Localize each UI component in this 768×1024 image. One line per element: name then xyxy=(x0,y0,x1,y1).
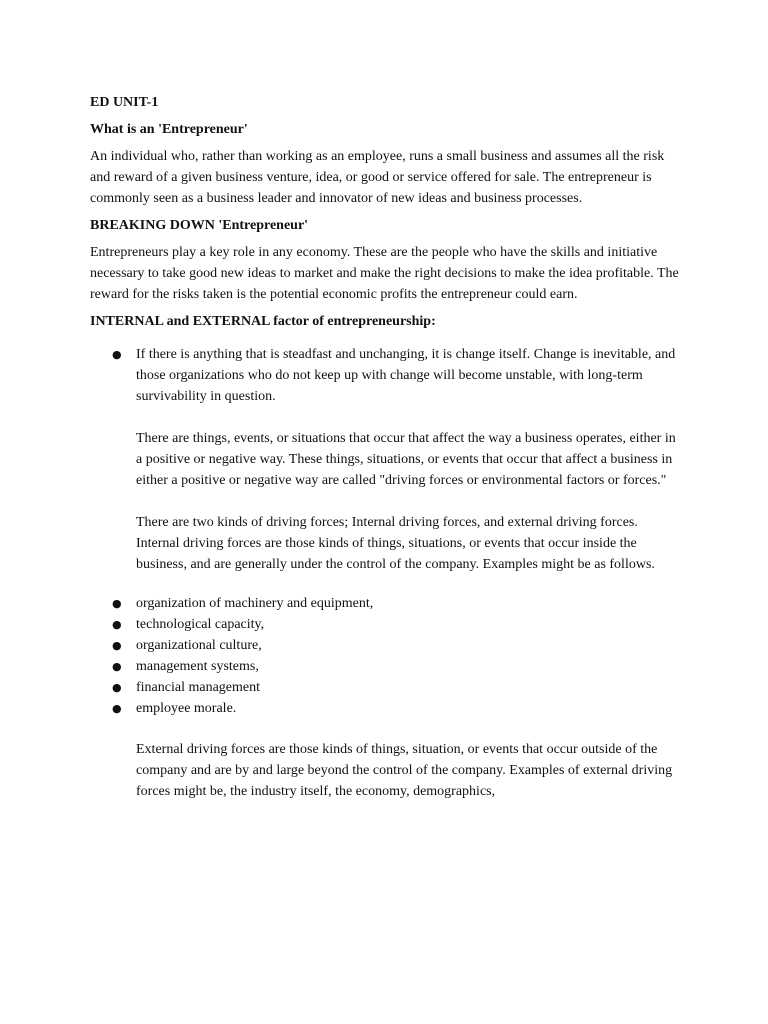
list-item xyxy=(90,677,680,698)
main-bullet-list xyxy=(90,344,680,575)
list-item xyxy=(90,698,680,719)
document-title: ED UNIT-1 xyxy=(90,95,159,110)
bullet-icon: ● xyxy=(112,702,122,715)
list-item-text: technological capacity, xyxy=(136,617,265,632)
list-item-text: financial management xyxy=(136,680,260,695)
list-item-text: organizational culture, xyxy=(136,638,262,653)
bullet-icon: ● xyxy=(112,681,122,694)
list-item xyxy=(90,656,680,677)
list-item xyxy=(90,635,680,656)
list-item-text: employee morale. xyxy=(136,701,237,716)
bullet-icon: ● xyxy=(112,348,122,361)
paragraph-external-forces: External driving forces are those kinds of things, situation, or events that occur outside of the company and are by and large beyond the control of the company. Examples of external driving forces might be, the industry itself, the economy, demographics, xyxy=(136,742,673,799)
list-item-text: organization of machinery and equipment, xyxy=(136,596,374,611)
paragraph-change: If there is anything that is steadfast and unchanging, it is change itself. Change is inevitable, and those organizations who do not keep up with change will become unstable, with long-term survivability in question. xyxy=(136,347,676,404)
document-page xyxy=(90,92,680,802)
list-item-text: management systems, xyxy=(136,659,259,674)
section-heading-breaking-down: BREAKING DOWN 'Entrepreneur' xyxy=(90,218,309,233)
bullet-icon: ● xyxy=(112,618,122,631)
list-item xyxy=(90,614,680,635)
list-item xyxy=(90,344,680,575)
external-forces-block xyxy=(90,739,680,802)
paragraph-entrepreneur-definition: An individual who, rather than working as an employee, runs a small business and assumes all the risk and reward of a given business venture, idea, or good or service offered for sale. The entrepreneur is commonly seen as a business leader and innovator of new ideas and business processes. xyxy=(90,149,665,206)
list-item xyxy=(90,593,680,614)
bullet-icon: ● xyxy=(112,597,122,610)
internal-factors-list xyxy=(90,593,680,719)
section-heading-what-is-entrepreneur: What is an 'Entrepreneur' xyxy=(90,122,248,137)
bullet-icon: ● xyxy=(112,660,122,673)
paragraph-two-kinds: There are two kinds of driving forces; Internal driving forces, and external driving forces. Internal driving forces are those kinds of things, situations, or events that occur inside the business, and are generally under the control of the company. Examples might be as follows. xyxy=(136,515,655,572)
section-heading-internal-external-factors: INTERNAL and EXTERNAL factor of entrepreneurship: xyxy=(90,314,436,329)
bullet-icon: ● xyxy=(112,639,122,652)
paragraph-driving-forces: There are things, events, or situations that occur that affect the way a business operates, either in a positive or negative way. These things, situations, or events that occur that affect a business in either a positive or negative way are called "driving forces or environmental factors or forces." xyxy=(136,431,676,488)
paragraph-breaking-down: Entrepreneurs play a key role in any economy. These are the people who have the skills and initiative necessary to take good new ideas to market and make the right decisions to make the idea profitable. The reward for the risks taken is the potential economic profits the entrepreneur could earn. xyxy=(90,245,679,302)
